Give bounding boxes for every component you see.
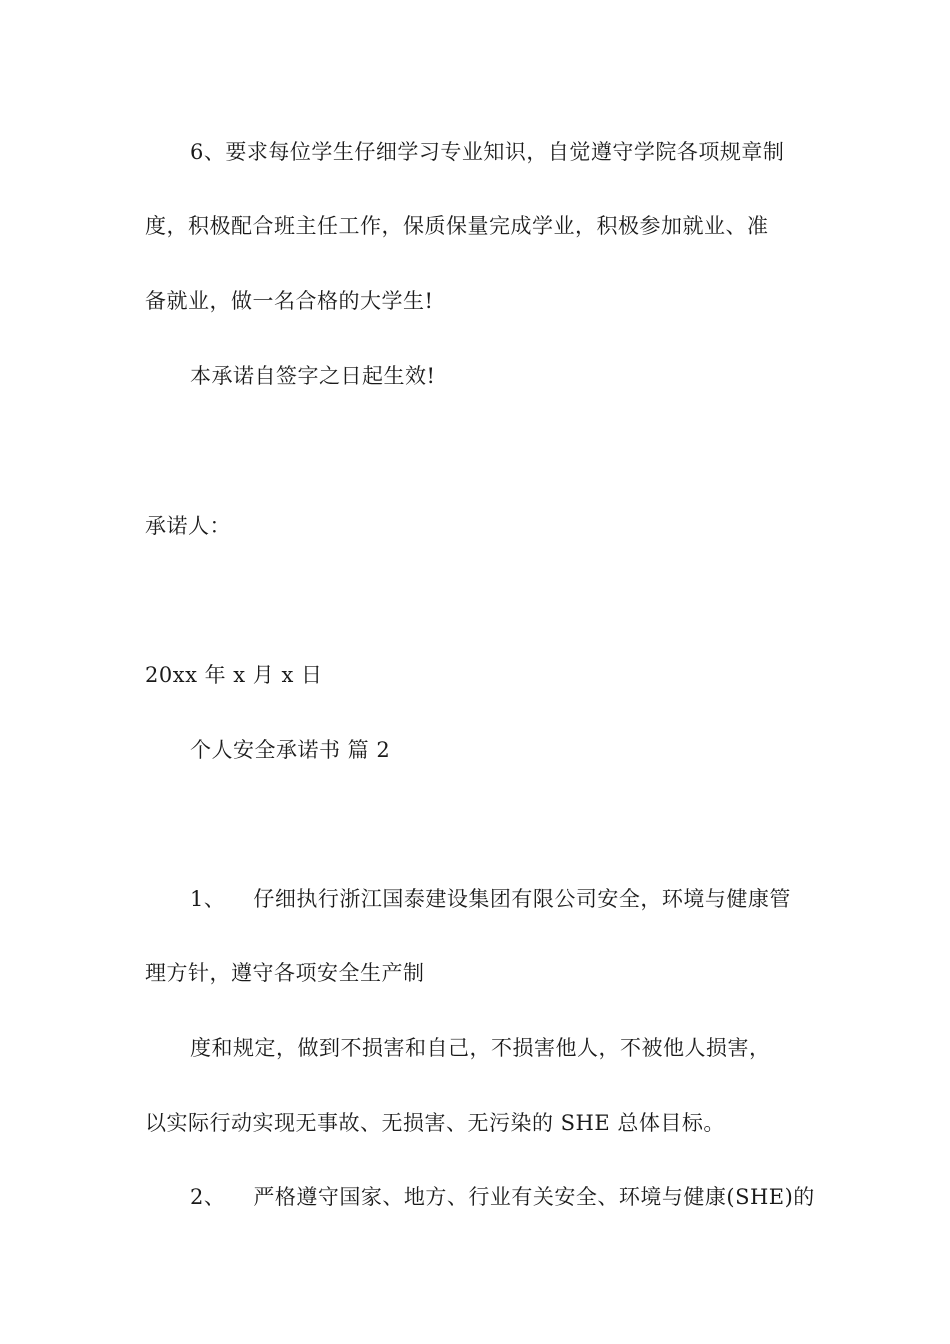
signer-label: 承诺人： (145, 514, 231, 538)
item-1-number: 1、 (190, 887, 226, 911)
paragraph-3-line-1: 度和规定，做到不损害和自己，不损害他人，不被他人损害， (190, 1036, 771, 1060)
item-1-line-2: 理方针，遵守各项安全生产制 (145, 961, 425, 985)
item-2-text: 严格遵守国家、地方、行业有关安全、环境与健康(SHE)的 (253, 1185, 815, 1209)
paragraph-6-line-2: 度，积极配合班主任工作，保质保量完成学业，积极参加就业、准 (145, 214, 769, 238)
effective-statement: 本承诺自签字之日起生效! (190, 364, 436, 388)
item-1-text: 仔细执行浙江国泰建设集团有限公司安全，环境与健康管 (253, 887, 791, 911)
item-2-line-1 (190, 1183, 815, 1211)
paragraph-6-line-3: 备就业，做一名合格的大学生! (145, 289, 434, 313)
section-title: 个人安全承诺书 篇 2 (190, 738, 391, 762)
signing-date: 20xx 年 x 月 x 日 (145, 663, 323, 687)
paragraph-6-line-1: 6、要求每位学生仔细学习专业知识，自觉遵守学院各项规章制 (190, 140, 785, 164)
item-1-line-1 (190, 885, 791, 913)
paragraph-3-line-2: 以实际行动实现无事故、无损害、无污染的 SHE 总体目标。 (145, 1111, 725, 1135)
item-2-number: 2、 (190, 1185, 226, 1209)
